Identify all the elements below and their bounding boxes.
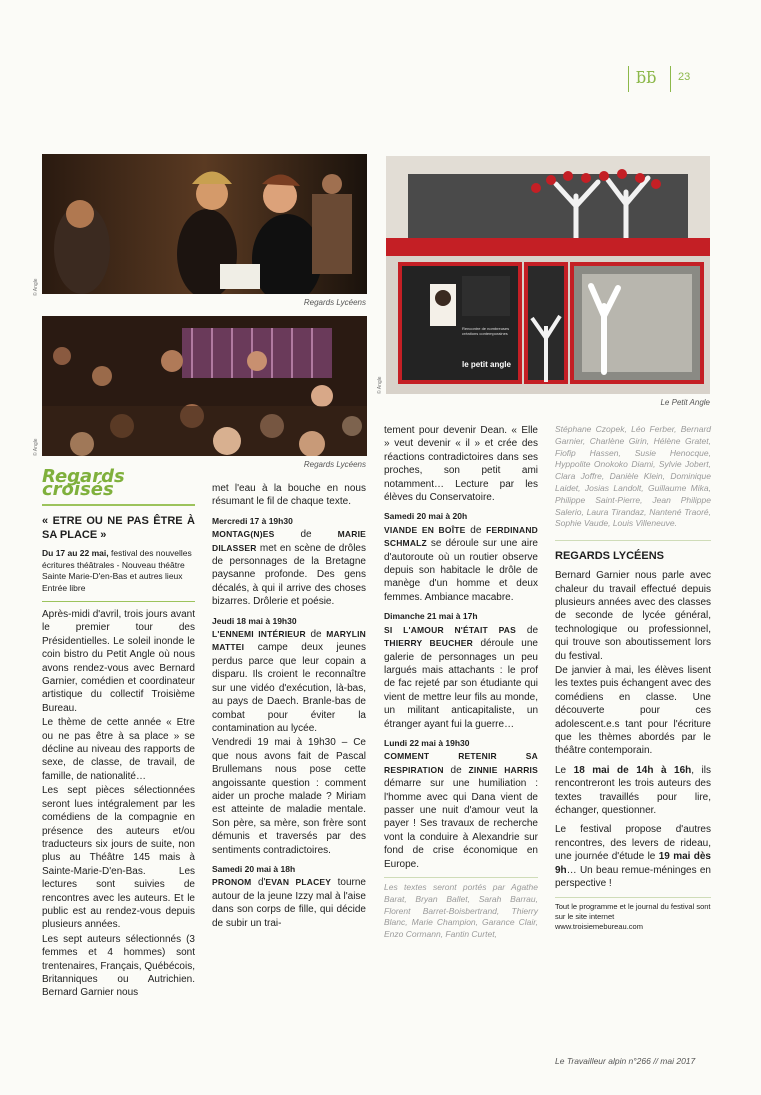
- column-1: [42, 466, 195, 501]
- event-description: [212, 528, 366, 608]
- play-title: VIANDE EN BOÎTE: [384, 524, 466, 535]
- event-description: [384, 524, 538, 604]
- column-3: [384, 424, 538, 942]
- program-info: [555, 902, 711, 932]
- play-title: SI L'AMOUR N'ÉTAIT PAS: [384, 624, 517, 635]
- highlight-date: 19 mai dès 9h: [555, 851, 711, 876]
- photo-caption: Regards Lycéens: [303, 460, 366, 469]
- info-rule: [555, 897, 711, 898]
- event-text: campe deux jeunes perdus parce que leur copain a disparu. Ils croient le reconnaître sur une vidéo d'exécution, là-bas, au pays de Daech. Branle-bas de combat pour éviter la contamination au lycée.: [212, 642, 366, 734]
- play-author: THIERRY BEUCHER: [384, 638, 473, 649]
- highlight-date: 18 mai de 14h à 16h: [573, 764, 692, 776]
- intro-text: festival des nouvelles écritures théâtrales - Nouveau théâtre Sainte Marie-D'en-Bas et autres lieux: [42, 548, 192, 581]
- header-divider: [628, 66, 629, 92]
- text: Le festival propose d'autres rencontres, des levers de rideau, une journée d'étude le: [555, 824, 711, 863]
- play-author: ZINNIE HARRIS: [468, 764, 538, 775]
- event-text: déroule une galerie de personnages un peu largués mais attachants : le prof de fac rejeté par son étudiante qui vient de mettre leur fils au monde, un militant anticapitaliste, un étranger ayant fui la guerre…: [384, 638, 538, 730]
- photo-caption: Le Petit Angle: [660, 398, 710, 407]
- text: Le: [555, 764, 574, 776]
- readers-list: Les textes seront portés par Agathe Barat, Bryan Ballet, Sarah Barrau, Florent Barret-Boisbertrand, Thierry Blanc, Marie Champion, Garance Clair, Enzo Cormann, Fantin Curtet,: [384, 882, 538, 940]
- photo-credit: © Angle: [33, 438, 39, 456]
- play-author: MARIE DILASSER: [212, 529, 366, 553]
- play-de: de: [465, 524, 487, 536]
- section-rule: [42, 504, 195, 506]
- event-date: Samedi 20 mai à 18h: [212, 863, 296, 874]
- event-description: Vendredi 19 mai à 19h30 – Ce que nous avons fait de Pascal Brullemans nous pose cette angoissante question : comment aider un proche malade ? Miriam est atteinte de maladie mentale. Son père, sa mère, son frère sont démunis et traversés par des sentiments contradictoires.: [212, 737, 366, 856]
- column-1-body: [42, 514, 195, 1001]
- play-de: de: [274, 529, 338, 541]
- event-date: Lundi 22 mai à 19h30: [384, 737, 470, 748]
- paragraph: Les sept pièces sélectionnées seront lues intégralement par les comédiens de la compagnie en présence des auteurs et/ou traducteurs six jours de suite, non plus au Théâtre 145 mais à Sainte-Marie-D'en-Bas. Les lectures sont suivies de rencontres avec les auteurs. Et le public est au rendez-vous depuis plusieurs années.: [42, 785, 195, 931]
- paragraph: De janvier à mai, les élèves lisent les textes puis échangent avec des comédiens en classe. Une découverte pour ces adolescent.e.s tant pour l'écriture que les thèmes abordés par le théâtre contemporain.: [555, 665, 711, 757]
- play-title: COMMENT RETENIR SA RESPIRATION: [384, 751, 538, 775]
- text: … Un beau remue-méninges en perspective !: [555, 864, 711, 890]
- paragraph: met l'eau à la bouche en nous résumant le fil de chaque texte.: [212, 483, 366, 508]
- event-date: Jeudi 18 mai à 19h30: [212, 615, 297, 626]
- intro-box: [42, 548, 195, 594]
- website-link[interactable]: www.troisiemebureau.com: [555, 921, 643, 931]
- section-title: Regards croisés: [42, 466, 125, 501]
- play-author: MARYLIN MATTEI: [212, 629, 366, 653]
- event-description: [384, 624, 538, 731]
- play-author: EVAN PLACEY: [265, 877, 332, 888]
- lyceens-rule: [555, 540, 711, 541]
- readers-list-cont: Stéphane Czopek, Léo Ferber, Bernard Garnier, Charlène Girin, Hélène Gratet, Fiofip Hassen, Susie Henocque, Hyppolite Onokoko Diami, Sylvie Jobert, Clara Joffre, Danièle Klein, Dominique Laidet, Josias Landolt, Guillaume Mika, Philippe Saint-Pierre, Jean Philippe Salerio, Laura Tirandaz, Nantené Traoré, Sophie Vaude, Louis Villeneuve.: [555, 424, 711, 529]
- page-number: 23: [678, 71, 691, 83]
- article-headline: « ETRE OU NE PAS ÊTRE À SA PLACE »: [42, 515, 195, 541]
- play-author: FERDINAND SCHMALZ: [384, 524, 538, 549]
- page-footer: Le Travailleur alpin n°266 // mai 2017: [555, 1056, 696, 1066]
- photo-credit: © Angle: [33, 278, 39, 296]
- event-text: met en scène de drôles de personnages de la Bretagne paysanne profonde. Des gens décalés, à qui il arrive des choses bizarres. Drôlerie et poésie.: [212, 542, 366, 608]
- paragraph: tement pour devenir Dean. « Elle » veut devenir « il » et crée des réactions contradictoires dans ses proches, son petit ami notamment… Lecture par les élèves du Conservatoire.: [384, 425, 538, 504]
- shop-poster-text: Rencontre de nombreuses créations contemporaines: [462, 326, 510, 336]
- intro-dates: Du 17 au 22 mai,: [42, 548, 109, 558]
- text: Tout le programme et le journal du festival sont sur le site internet: [555, 901, 711, 921]
- play-de: d': [251, 877, 266, 889]
- readers-rule: [384, 877, 538, 878]
- photo-performers: [42, 154, 367, 294]
- text: , ils rencontreront les trois auteurs des textes travaillés pour lire, échanger, questionner.: [555, 764, 711, 817]
- paragraph: Bernard Garnier nous parle avec chaleur du travail effectué depuis plusieurs années avec des classes de seconde de lycée général, technologique ou professionnel, qui trouve son aboutissement lors du festival.: [555, 570, 711, 662]
- paragraph: Les sept auteurs sélectionnés (3 femmes et 4 hommes) sont trentenaires, Français, Québécois, Britanniques ou Autrichien. Bernard Garnier nous: [42, 933, 195, 999]
- event-text: tourne autour de la jeune Izzy mal à l'aise dans son corps de fille, qui décide de subir un trai-: [212, 877, 366, 929]
- play-title: PRONOM: [212, 877, 252, 888]
- column-4: [555, 424, 711, 933]
- shop-sign-text: le petit angle: [462, 360, 511, 369]
- play-title: L'ENNEMI INTÉRIEUR: [212, 629, 306, 640]
- lyceens-title: REGARDS LYCÉENS: [555, 550, 665, 563]
- play-de: de: [443, 764, 469, 776]
- play-de: de: [305, 629, 327, 641]
- play-title: MONTAG(N)ES: [212, 529, 275, 540]
- paragraph: [555, 764, 711, 818]
- column-2: [212, 482, 366, 931]
- event-date: Samedi 20 mai à 20h: [384, 511, 468, 522]
- event-date: Mercredi 17 à 19h30: [212, 515, 293, 526]
- photo-storefront: [386, 156, 710, 394]
- event-description: [384, 750, 538, 871]
- photo-audience: [42, 316, 367, 456]
- photo-caption: Regards Lycéens: [303, 298, 366, 307]
- play-de: de: [516, 624, 538, 636]
- photo-credit: © Angle: [377, 376, 383, 394]
- event-description: [212, 876, 366, 930]
- event-date: Dimanche 21 mai à 17h: [384, 611, 478, 622]
- event-text: se déroule sur une aire d'autoroute où un routier observe depuis son habitacle le drôle de manège d'un homme et deux femmes. Ambiance macabre.: [384, 538, 538, 603]
- event-text: démarre sur une humiliation : l'homme avec qui Dana vient de passer une nuit d'amour veut la payer ! Ses travaux de recherche vont la conduire à Alexandrie sur fond de crise économique en Europe.: [384, 778, 538, 870]
- page-header: [628, 66, 708, 94]
- magazine-logo-icon: ƃƃ: [636, 68, 657, 87]
- intro-free: Entrée libre: [42, 582, 86, 593]
- intro-rule: [42, 601, 195, 602]
- header-divider: [670, 66, 671, 92]
- paragraph: Après-midi d'avril, trois jours avant le premier tour des Présidentielles. Le soleil inonde le coin bistro du Petit Angle où nous avons rendez-vous avec Bernard Garnier, comédien et coordinateur artistique du collectif Troisième Bureau.: [42, 609, 195, 714]
- paragraph: [555, 823, 711, 890]
- event-description: [212, 628, 366, 735]
- paragraph: Le thème de cette année « Etre ou ne pas être à sa place » se décline au niveau des rapports de sexe, de classe, de travail, de famille, de nationalité…: [42, 717, 195, 782]
